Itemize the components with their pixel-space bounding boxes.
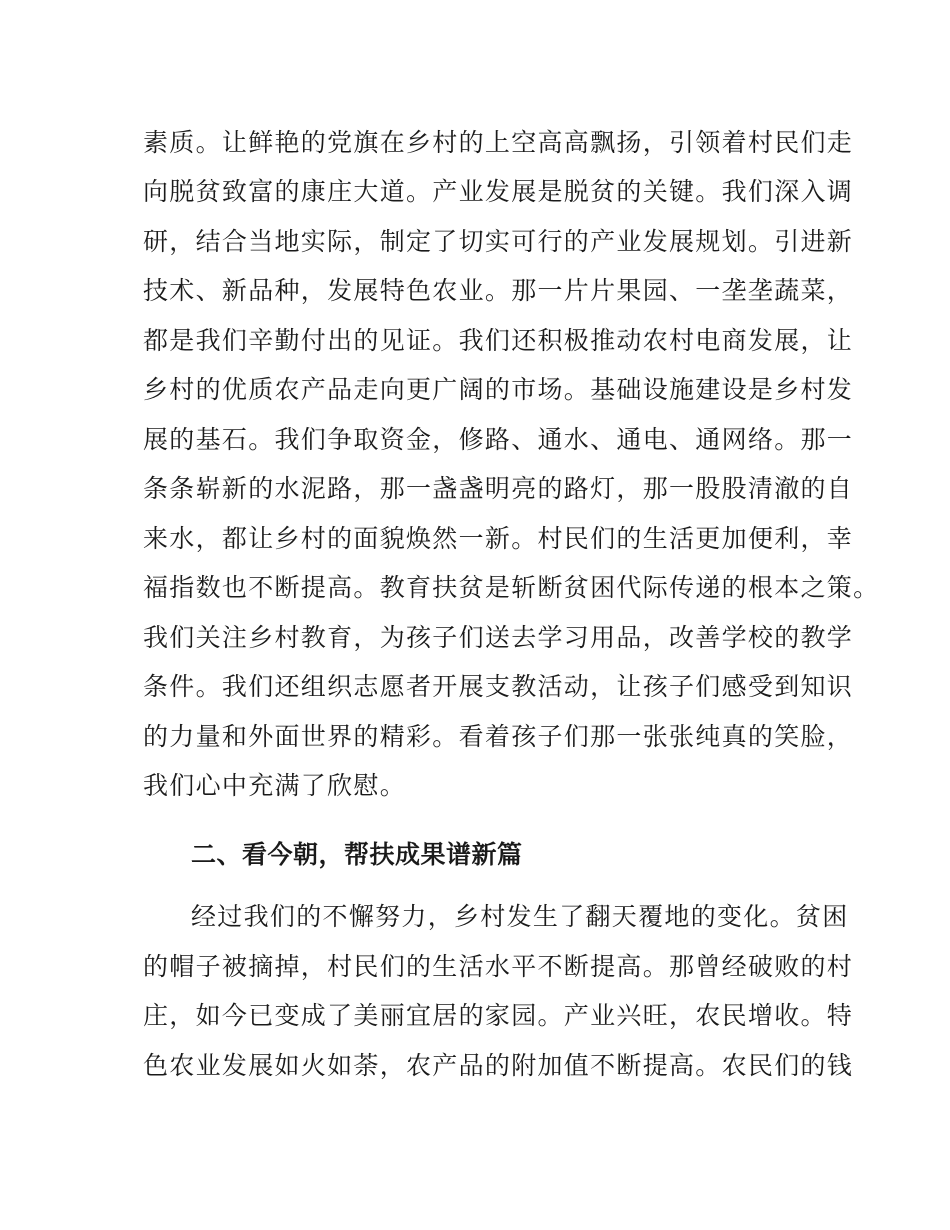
body-text-line: 都是我们辛勤付出的见证。我们还积极推动农村电商发展，让 — [143, 326, 854, 355]
body-text-line: 条条崭新的水泥路，那一盏盏明亮的路灯，那一股股清澈的自 — [143, 474, 854, 503]
body-text-line: 条件。我们还组织志愿者开展支教活动，让孩子们感受到知识 — [143, 672, 854, 701]
body-text-line: 展的基石。我们争取资金，修路、通水、通电、通网络。那一 — [143, 425, 854, 454]
body-text-line: 的力量和外面世界的精彩。看着孩子们那一张张纯真的笑脸， — [143, 722, 854, 751]
section-heading: 二、看今朝，帮扶成果谱新篇 — [191, 840, 523, 869]
body-text-line: 色农业发展如火如荼，农产品的附加值不断提高。农民们的钱 — [143, 1051, 854, 1080]
body-text-line: 我们心中充满了欣慰。 — [143, 771, 407, 800]
body-text-line: 研，结合当地实际，制定了切实可行的产业发展规划。引进新 — [143, 227, 854, 256]
body-text-line: 的帽子被摘掉，村民们的生活水平不断提高。那曾经破败的村 — [143, 952, 854, 981]
body-text-line: 来水，都让乡村的面貌焕然一新。村民们的生活更加便利，幸 — [143, 524, 854, 553]
body-text-line: 经过我们的不懈努力，乡村发生了翻天覆地的变化。贫困 — [191, 902, 849, 931]
body-text-line: 福指数也不断提高。教育扶贫是斩断贫困代际传递的根本之策。 — [143, 573, 880, 602]
body-text-line: 素质。让鲜艳的党旗在乡村的上空高高飘扬，引领着村民们走 — [143, 128, 854, 157]
body-text-line: 技术、新品种，发展特色农业。那一片片果园、一垄垄蔬菜， — [143, 276, 854, 305]
body-text-line: 乡村的优质农产品走向更广阔的市场。基础设施建设是乡村发 — [143, 375, 854, 404]
body-text-line: 庄，如今已变成了美丽宜居的家园。产业兴旺，农民增收。特 — [143, 1001, 854, 1030]
body-text-line: 向脱贫致富的康庄大道。产业发展是脱贫的关键。我们深入调 — [143, 177, 854, 206]
body-text-line: 我们关注乡村教育，为孩子们送去学习用品，改善学校的教学 — [143, 623, 854, 652]
